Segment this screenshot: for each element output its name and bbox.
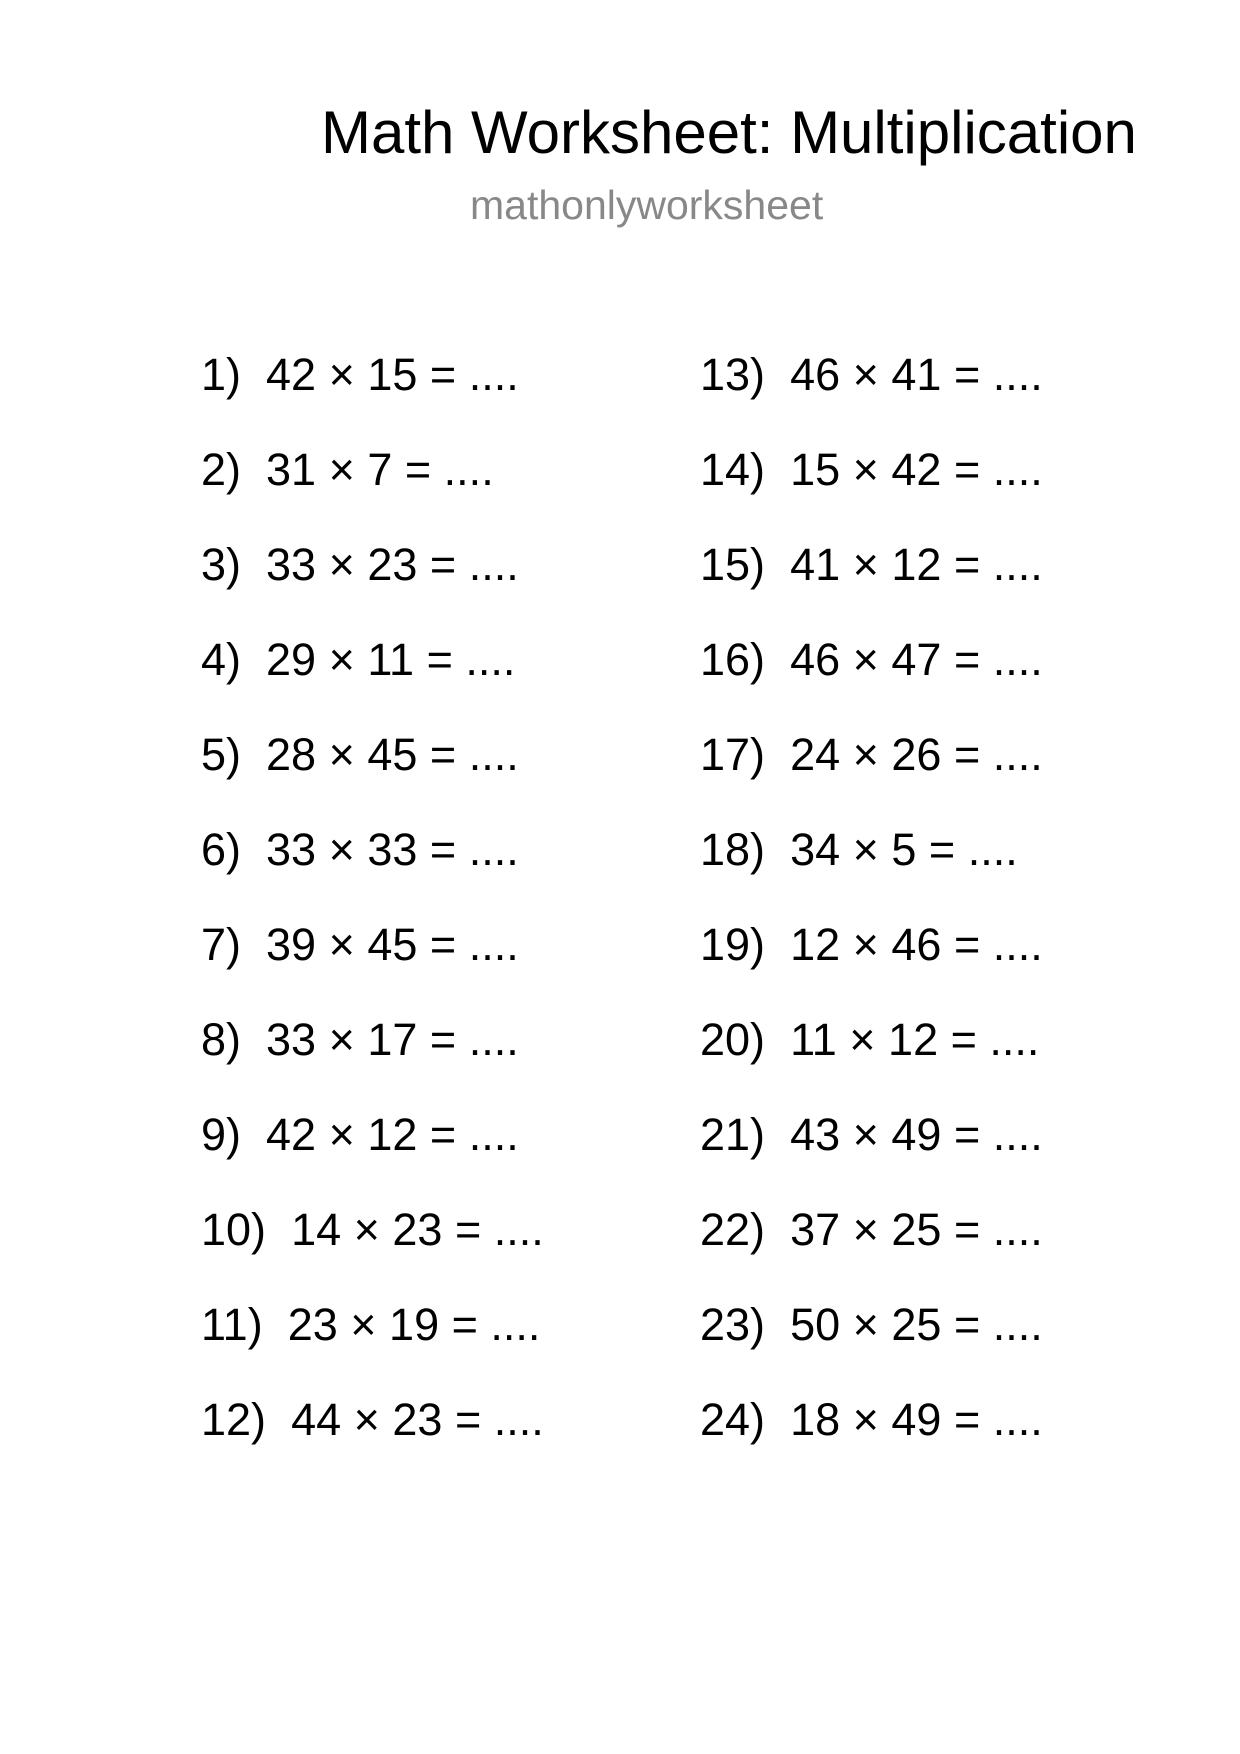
problem-expression: 18 × 49 = .... (790, 1394, 1043, 1445)
problem-number: 13) (700, 349, 766, 400)
problem-item (201, 1105, 544, 1200)
problem-expression: 46 × 47 = .... (790, 634, 1043, 685)
problem-expression: 28 × 45 = .... (266, 729, 519, 780)
problem-item (201, 535, 544, 630)
problem-item (700, 345, 1043, 440)
problem-item (201, 915, 544, 1010)
problem-expression: 42 × 15 = .... (266, 349, 519, 400)
problem-number: 1) (201, 349, 242, 400)
problem-item (201, 1295, 544, 1390)
problem-expression: 24 × 26 = .... (790, 729, 1043, 780)
problem-number: 2) (201, 444, 242, 495)
problem-number: 8) (201, 1014, 242, 1065)
problem-expression: 43 × 49 = .... (790, 1109, 1043, 1160)
problem-item (201, 1010, 544, 1105)
problem-expression: 39 × 45 = .... (266, 919, 519, 970)
problem-expression: 50 × 25 = .... (790, 1299, 1043, 1350)
problem-item (201, 725, 544, 820)
problem-expression: 46 × 41 = .... (790, 349, 1043, 400)
problem-number: 16) (700, 634, 766, 685)
problem-number: 5) (201, 729, 242, 780)
problem-number: 12) (201, 1394, 267, 1445)
problem-expression: 29 × 11 = .... (266, 634, 516, 685)
problem-number: 15) (700, 539, 766, 590)
problem-expression: 33 × 23 = .... (266, 539, 519, 590)
problem-number: 20) (700, 1014, 766, 1065)
problem-number: 3) (201, 539, 242, 590)
problem-item (201, 345, 544, 440)
problem-expression: 15 × 42 = .... (790, 444, 1043, 495)
problem-item (201, 1390, 544, 1485)
problem-expression: 12 × 46 = .... (790, 919, 1043, 970)
problem-expression: 31 × 7 = .... (266, 444, 494, 495)
problems-left-column (201, 345, 544, 1485)
problem-expression: 23 × 19 = .... (287, 1299, 541, 1350)
problem-number: 24) (700, 1394, 766, 1445)
problem-number: 21) (700, 1109, 766, 1160)
problem-item (700, 535, 1043, 630)
problem-number: 19) (700, 919, 766, 970)
problem-number: 18) (700, 824, 766, 875)
problem-expression: 33 × 33 = .... (266, 824, 519, 875)
problem-number: 4) (201, 634, 242, 685)
problem-item (201, 1200, 544, 1295)
problem-expression: 14 × 23 = .... (291, 1204, 544, 1255)
problem-expression: 11 × 12 = .... (790, 1014, 1040, 1065)
worksheet-title: Math Worksheet: Multiplication (321, 99, 1137, 166)
problem-item (201, 630, 544, 725)
problem-number: 11) (201, 1299, 263, 1350)
problem-item (700, 440, 1043, 535)
problem-item (700, 1390, 1043, 1485)
problem-number: 23) (700, 1299, 766, 1350)
problem-expression: 44 × 23 = .... (291, 1394, 544, 1445)
problem-number: 22) (700, 1204, 766, 1255)
problems-right-column (700, 345, 1043, 1485)
worksheet-subtitle: mathonlyworksheet (470, 182, 824, 228)
problem-item (700, 1200, 1043, 1295)
problem-item (700, 725, 1043, 820)
problem-item (700, 1295, 1043, 1390)
problem-number: 17) (700, 729, 766, 780)
problem-item (700, 1105, 1043, 1200)
problem-item (700, 630, 1043, 725)
problem-number: 7) (201, 919, 242, 970)
problem-expression: 37 × 25 = .... (790, 1204, 1043, 1255)
problem-item (201, 440, 544, 535)
problem-item (201, 820, 544, 915)
problem-number: 6) (201, 824, 242, 875)
problem-number: 10) (201, 1204, 267, 1255)
problem-expression: 41 × 12 = .... (790, 539, 1043, 590)
problem-item (700, 915, 1043, 1010)
problem-expression: 34 × 5 = .... (790, 824, 1018, 875)
problem-item (700, 820, 1043, 915)
problem-expression: 42 × 12 = .... (266, 1109, 519, 1160)
problem-expression: 33 × 17 = .... (266, 1014, 519, 1065)
problem-number: 9) (201, 1109, 242, 1160)
problem-item (700, 1010, 1043, 1105)
problem-number: 14) (700, 444, 766, 495)
